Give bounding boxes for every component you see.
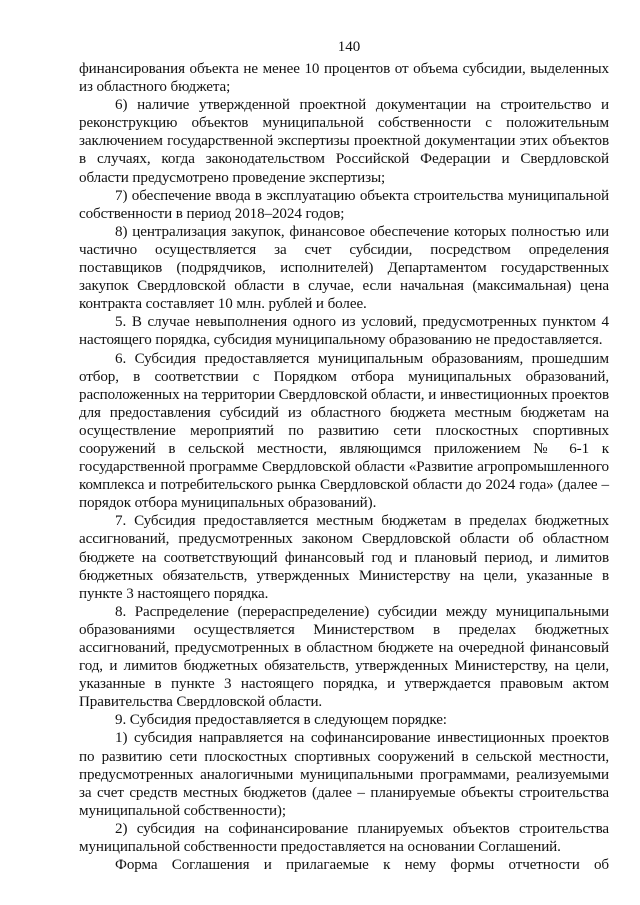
paragraph-item-6: 6) наличие утвержденной проектной документации на строительство и реконструкцию объектов муниципальной собственности с положительным заключением государственной экспертизы проектной документации этих объектов в случаях, когда законодательством Российской Федерации и Свердловской области предусмотрено проведение экспертизы; [79, 97, 609, 186]
paragraph-clause-9-item-2: 2) субсидия на софинансирование планируемых объектов строительства муниципальной собственности предоставляется на основании Соглашений. [79, 820, 609, 856]
paragraph-clause-5: 5. В случае невыполнения одного из условий, предусмотренных пунктом 4 настоящего порядка, субсидия муниципальному образованию не предоставляется. [79, 314, 609, 349]
paragraph-item-8: 8) централизация закупок, финансовое обеспечение которых полностью или частично осуществляется за счет субсидии, посредством определения поставщиков (подрядчиков, исполнителей) Департаментом государственных закупок Свердловской области в случае, если начальная (максимальная) цена контракта составляет 10 млн. рублей и более. [79, 223, 609, 313]
paragraph-item-7: 7) обеспечение ввода в эксплуатацию объекта строительства муниципальной собственности в период 2018–2024 годов; [79, 187, 609, 222]
paragraph-agreement-form: Форма Соглашения и прилагаемые к нему формы отчетности об [115, 857, 609, 874]
paragraph-clause-6: 6. Субсидия предоставляется муниципальным образованиям, прошедшим отбор, в соответствии с Порядком отбора муниципальных образований, расположенных на территории Свердловской области, и инвестиционных проектов для предоставления субсидий из областного бюджета местным бюджетам на осуществление мероприятий по развитию сети плоскостных спортивных сооружений в сельской местности, являющимся приложением № 6-1 к государственной программе Свердловской области «Развитие агропромышленного комплекса и потребительского рынка Свердловской области до 2024 года» (далее – порядок отбора муниципальных образований). [79, 350, 609, 512]
paragraph-continuation: финансирования объекта не менее 10 процентов от объема субсидии, выделенных из областного бюджета; [79, 61, 609, 96]
paragraph-clause-9: 9. Субсидия предоставляется в следующем порядке: [115, 712, 447, 729]
paragraph-clause-8: 8. Распределение (перераспределение) субсидии между муниципальными образованиями осуществляется Министерством в пределах бюджетных ассигнований, предусмотренных в областном бюджете на очередной финансовый год, и лимитов бюджетных обязательств, утвержденных Министерству, на цели, указанные в пункте 3 настоящего порядка, и утверждается правовым актом Правительства Свердловской области. [79, 603, 609, 711]
page-number: 140 [337, 39, 361, 55]
paragraph-clause-7: 7. Субсидия предоставляется местным бюджетам в пределах бюджетных ассигнований, предусмотренных законом Свердловской области об областном бюджете на соответствующий финансовый год и плановый период, и лимитов бюджетных обязательств, утвержденных Министерству на цели, указанные в пункте 3 настоящего порядка. [79, 513, 609, 602]
paragraph-clause-9-item-1: 1) субсидия направляется на софинансирование инвестиционных проектов по развитию сети плоскостных спортивных сооружений в сельской местности, предусмотренных аналогичными муниципальными программами, реализуемыми за счет средств местных бюджетов (далее – планируемые объекты строительства муниципальной собственности); [79, 730, 609, 819]
